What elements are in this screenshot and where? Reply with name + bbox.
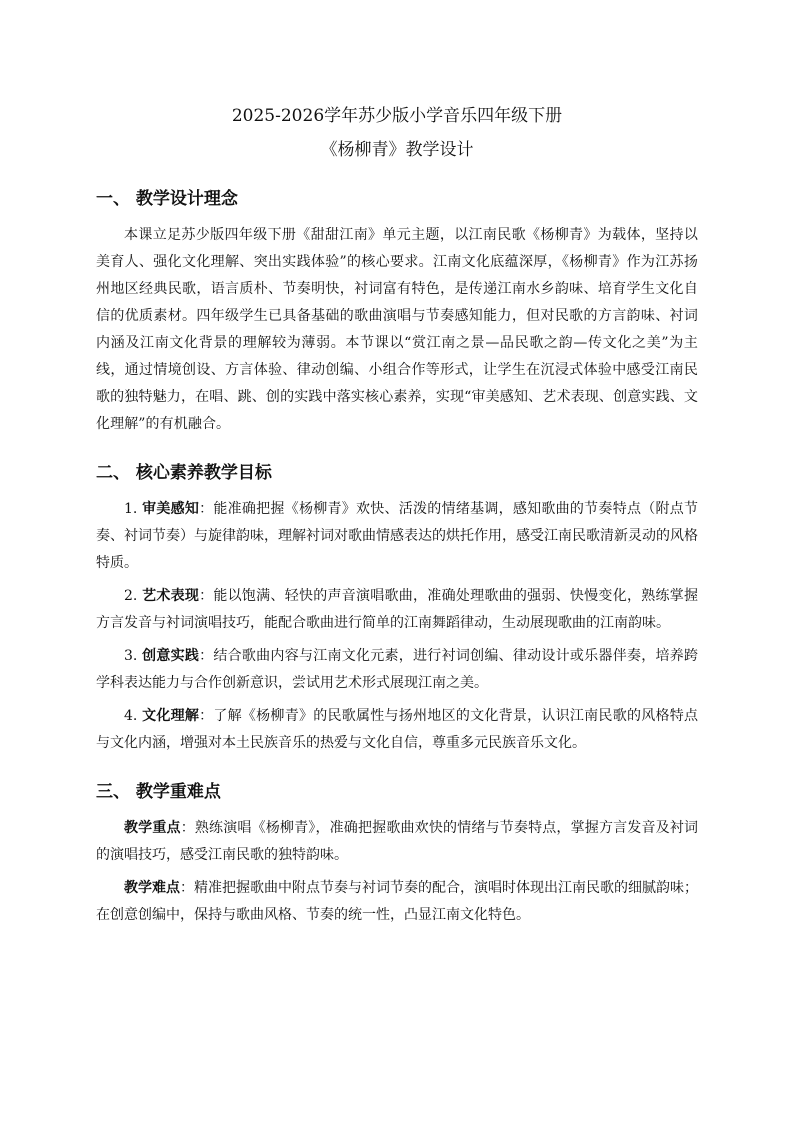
goal-text: ：了解《杨柳青》的民歌属性与扬州地区的文化背景，认识江南民歌的风格特点与文化内涵，增强对本土民族音乐的热爱与文化自信，尊重多元民族音乐文化。 [96, 708, 699, 751]
goal-item [96, 496, 698, 577]
goal-item [96, 643, 698, 697]
goal-label: 创意实践 [142, 648, 200, 664]
goal-text: ：结合歌曲内容与江南文化元素，进行衬词创编、律动设计或乐器伴奏，培养跨学科表达能力与合作创新意识，尝试用艺术形式展现江南之美。 [96, 648, 699, 691]
key-point-label: 教学重点 [124, 820, 181, 836]
goal-text: ：能准确把握《杨柳青》欢快、活泼的情绪基调，感知歌曲的节奏特点（附点节奏、衬词节奏）与旋律韵味，理解衬词对歌曲情感表达的烘托作用，感受江南民歌清新灵动的风格特质。 [96, 501, 699, 571]
difficult-point-label: 教学难点 [124, 880, 180, 896]
goal-label: 文化理解 [142, 708, 200, 724]
goal-number: 1. [124, 501, 138, 517]
goal-number: 4. [124, 708, 138, 724]
goal-number: 3. [124, 648, 138, 664]
document-title-line1: 2025-2026学年苏少版小学音乐四年级下册 [231, 106, 563, 126]
section-design-concept [96, 186, 698, 438]
section-heading: 三、 教学重难点 [96, 782, 221, 802]
key-point-text: ：熟练演唱《杨柳青》，准确把握歌曲欢快的情绪与节奏特点，掌握方言发音及衬词的演唱技巧，感受江南民歌的独特韵味。 [96, 820, 699, 863]
goal-text: ：能以饱满、轻快的声音演唱歌曲，准确处理歌曲的强弱、快慢变化，熟练掌握方言发音与衬词演唱技巧，能配合歌曲进行简单的江南舞蹈律动，生动展现歌曲的江南韵味。 [96, 588, 699, 631]
goal-number: 2. [124, 588, 138, 604]
goal-item [96, 703, 698, 757]
key-point-item [96, 815, 698, 869]
section-heading: 一、 教学设计理念 [96, 189, 238, 209]
section-paragraph: 本课立足苏少版四年级下册《甜甜江南》单元主题，以江南民歌《杨柳青》为载体，坚持以美育人、强化文化理解、突出实践体验”的核心要求。江南文化底蕴深厚，《杨柳青》作为江苏扬州地区经典民歌，语言质朴、节奏明快，衬词富有特色，是传递江南水乡韵味、培育学生文化自信的优质素材。四年级学生已具备基础的歌曲演唱与节奏感知能力，但对民歌的方言韵味、衬词内涵及江南文化背景的理解较为薄弱。本节课以“赏江南之景—品民歌之韵—传文化之美”为主线，通过情境创设、方言体验、律动创编、小组合作等形式，让学生在沉浸式体验中感受江南民歌的独特魅力，在唱、跳、创的实践中落实核心素养，实现“审美感知、艺术表现、创意实践、文化理解”的有机融合。 [96, 227, 698, 432]
section-core-goals [96, 460, 698, 757]
difficult-point-item [96, 875, 698, 929]
document-title-line2: 《杨柳青》教学设计 [320, 140, 474, 160]
difficult-point-text: ：精准把握歌曲中附点节奏与衬词节奏的配合，演唱时体现出江南民歌的细腻韵味；在创意创编中，保持与歌曲风格、节奏的统一性，凸显江南文化特色。 [96, 880, 698, 923]
goal-label: 审美感知 [142, 501, 200, 517]
document-page [96, 100, 698, 935]
section-heading: 二、 核心素养教学目标 [96, 463, 272, 483]
goal-item [96, 583, 698, 637]
goal-label: 艺术表现 [142, 588, 200, 604]
section-key-difficult-points [96, 779, 698, 929]
